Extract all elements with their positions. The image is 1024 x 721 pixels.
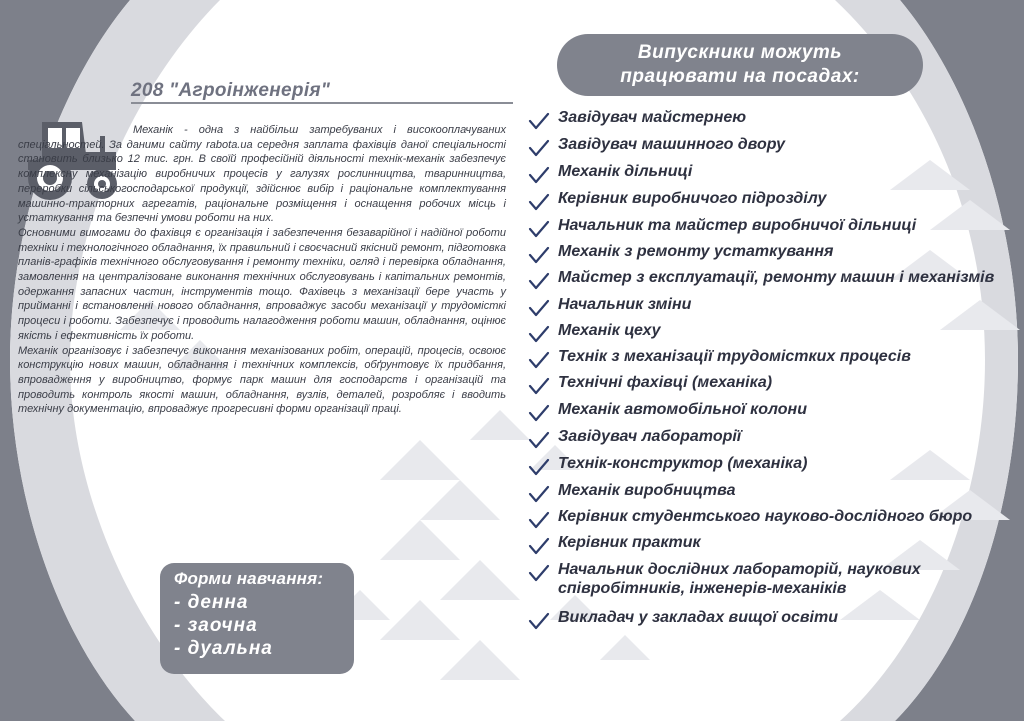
description-paragraph-2: Основними вимогами до фахівця є організація і забезпечення безаварійної і надійної роботи техніки і технологічного обладнання, їх правильний і своєчасний якісний ремонт, підготовка планів-графіків технічного обслуговування і ремонту техніки, огляд і перевірка обладнання, замовлення на централізоване виконання технічних обслуговувань і капітальних ремонтів, одержання запасних частин, інструментів тощо. Фахівець з механізації бере участь у прийманні і встановленні нового обладнання, впроваджує засоби механізації у трудомісткі процеси і роботи. Забезпечує і проводить налагодження роботи машин, обладнання, оцінює якість і ефективність їх роботи. — [18, 226, 506, 342]
description-paragraph-1: Механік - одна з найбільш затребуваних і високооплачуваних спеціальностей. За даними сайту rabota.ua середня заплата фахівців даної спеціальності становить близько 12 тис. грн. В своїй професійній діяльності технік-механік забезпечує комплексну механізацію виробничих процесів у галузях рослинництва, тваринництва, переробки сільськогосподарської продукції, здійснює вибір і раціональне комплектування машинно-тракторних агрегатів, раціональне розміщення і оснащення робочих місць і устаткування та безпечні умови роботи на них. — [18, 124, 506, 225]
position-item — [528, 321, 660, 343]
checkmark-icon — [528, 564, 550, 582]
checkmark-icon — [528, 220, 550, 238]
position-item — [528, 347, 911, 369]
checkmark-icon — [528, 193, 550, 211]
checkmark-icon — [528, 166, 550, 184]
position-item — [528, 507, 972, 529]
position-item — [528, 189, 826, 211]
position-label: Механік цеху — [558, 322, 661, 339]
position-label: Начальник дослідних лабораторій, наукових співробітників, інженерів-механіків — [558, 561, 921, 597]
study-form-item: - заочна — [174, 615, 258, 636]
checkmark-icon — [528, 485, 550, 503]
position-label: Викладач у закладах вищої освіти — [558, 609, 838, 626]
position-label: Завідувач майстернею — [558, 109, 747, 126]
study-form-item: - дуальна — [174, 638, 273, 659]
study-forms-title: Форми навчання: — [174, 569, 324, 588]
position-item — [528, 373, 772, 395]
specialty-heading: 208 "Агроінженерія" — [131, 80, 331, 101]
checkmark-icon — [528, 272, 550, 290]
position-label: Начальник зміни — [558, 296, 692, 313]
position-label: Технік з механізації трудомістких процесів — [558, 348, 911, 365]
checkmark-icon — [528, 246, 550, 264]
position-item — [528, 135, 785, 157]
checkmark-icon — [528, 537, 550, 555]
position-label: Механік виробництва — [558, 482, 736, 499]
position-item — [528, 400, 807, 422]
specialty-description — [18, 123, 506, 417]
checkmark-icon — [528, 404, 550, 422]
position-label: Завідувач лабораторії — [558, 428, 742, 445]
checkmark-icon — [528, 299, 550, 317]
position-label: Керівник виробничого підрозділу — [558, 190, 827, 207]
positions-title — [557, 34, 923, 96]
position-label: Технік-конструктор (механіка) — [558, 455, 808, 472]
position-item — [528, 108, 746, 130]
checkmark-icon — [528, 612, 550, 630]
position-item — [528, 216, 916, 238]
position-label: Завідувач машинного двору — [558, 136, 785, 153]
position-label: Механік з ремонту устаткування — [558, 243, 834, 260]
position-item — [528, 608, 838, 630]
position-item — [528, 162, 692, 184]
position-label: Керівник студентського науково-дослідного бюро — [558, 508, 973, 525]
description-paragraph-3: Механік організовує і забезпечує виконання механізованих робіт, операцій, процесів, освоює конструкцію нових машин, обладнання і технічних комплексів, обґрунтовує їх придбання, впровадження у виробництво, формує парк машин для господарств і організацій та проводить контроль якості машин, обладнання, вузлів, деталей, розробляє і вводить технічну документацію, впроваджує прогресивні форми організації праці. — [18, 344, 506, 416]
position-label: Технічні фахівці (механіка) — [558, 374, 773, 391]
study-form-item: - денна — [174, 592, 249, 613]
position-item — [528, 454, 807, 476]
position-label: Механік дільниці — [558, 163, 693, 180]
position-item — [528, 242, 833, 264]
checkmark-icon — [528, 458, 550, 476]
position-label: Механік автомобільної колони — [558, 401, 807, 418]
checkmark-icon — [528, 431, 550, 449]
position-label: Начальник та майстер виробничої дільниці — [558, 217, 917, 234]
study-forms-box — [160, 563, 354, 674]
position-label: Майстер з експлуатації, ремонту машин і механізмів — [558, 269, 995, 286]
position-item — [528, 295, 691, 317]
checkmark-icon — [528, 112, 550, 130]
positions-title-line1: Випускники можуть — [637, 42, 843, 63]
position-item — [528, 427, 741, 449]
heading-divider — [131, 102, 513, 104]
checkmark-icon — [528, 377, 550, 395]
position-item — [528, 533, 701, 555]
position-label: Керівник практик — [558, 534, 701, 551]
checkmark-icon — [528, 511, 550, 529]
position-item — [528, 268, 994, 290]
checkmark-icon — [528, 325, 550, 343]
checkmark-icon — [528, 351, 550, 369]
positions-title-line2: працювати на посадах: — [620, 66, 860, 87]
position-item — [528, 481, 736, 503]
position-item — [528, 560, 978, 598]
study-forms-list — [174, 591, 344, 660]
checkmark-icon — [528, 139, 550, 157]
